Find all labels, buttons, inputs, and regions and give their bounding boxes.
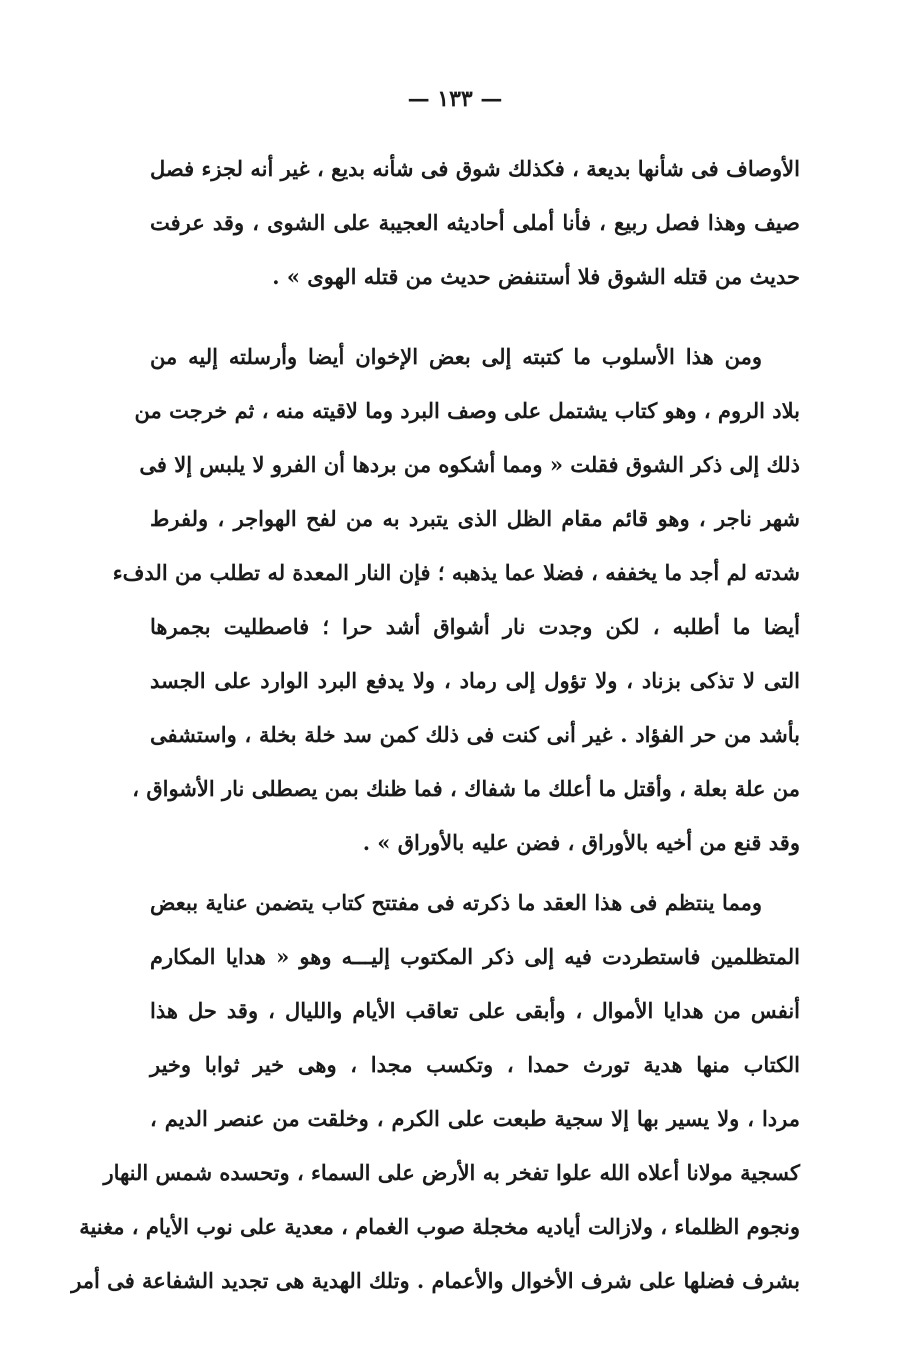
text-line: التى لا تذكى بزناد ، ولا تؤول إلى رماد ، ولا يدفع البرد الوارد على الجسد <box>150 668 800 693</box>
text-line: صيف وهذا فصل ربيع ، فأنا أملى أحاديثه العجيبة على الشوى ، وقد عرفت <box>150 210 800 235</box>
text-line: أنفس من هدايا الأموال ، وأبقى على تعاقب الأيام والليال ، وقد حل هذا <box>150 998 800 1023</box>
text-line: كسجية مولانا أعلاه الله علوا تفخر به الأرض على السماء ، وتحسده شمس النهار <box>103 1160 800 1185</box>
text-line: مردا ، ولا يسير بها إلا سجية طبعت على الكرم ، وخلقت من عنصر الديم ، <box>150 1106 800 1131</box>
text-line: بأشد من حر الفؤاد . غير أنى كنت فى ذلك كمن سد خلة بخلة ، واستشفى <box>150 722 800 747</box>
text-line: أيضا ما أطلبه ، لكن وجدت نار أشواق أشد حرا ؛ فاصطليت بجمرها <box>150 614 800 639</box>
paragraph-2 <box>112 330 800 870</box>
text-line: حديث من قتله الشوق فلا أستنفض حديث من قتله الهوى » . <box>272 264 800 289</box>
text-line: ومما ينتظم فى هذا العقد ما ذكرته فى مفتتح كتاب يتضمن عناية ببعض <box>150 890 762 915</box>
text-line: شهر ناجر ، وهو قائم مقام الظل الذى يتبرد به من لفح الهواجر ، ولفرط <box>150 506 800 531</box>
paragraph-3 <box>71 876 800 1308</box>
text-line: من علة بعلة ، وأقتل ما أعلك ما شفاك ، فما ظنك بمن يصطلى نار الأشواق ، <box>132 776 800 801</box>
text-line: ومن هذا الأسلوب ما كتبته إلى بعض الإخوان أيضا وأرسلته إليه من <box>150 344 762 369</box>
text-line: ذلك إلى ذكر الشوق فقلت « ومما أشكوه من بردها أن الفرو لا يلبس إلا فى <box>139 452 800 477</box>
text-line: وقد قنع من أخيه بالأوراق ، فضن عليه بالأوراق » . <box>362 830 800 855</box>
text-line: المتظلمين فاستطردت فيه إلى ذكر المكتوب إليـــه وهو « هدايا المكارم <box>150 944 800 969</box>
text-line: شدته لم أجد ما يخففه ، فضلا عما يذهبه ؛ فإن النار المعدة له تطلب من الدفء <box>112 560 800 585</box>
text-line: بشرف فضلها على شرف الأخوال والأعمام . وتلك الهدية هى تجديد الشفاعة فى أمر <box>71 1268 800 1293</box>
page-number: — ١٣٣ — <box>407 86 503 112</box>
text-line: بلاد الروم ، وهو كتاب يشتمل على وصف البرد وما لاقيته منه ، ثم خرجت من <box>134 398 800 423</box>
text-line: الكتاب منها هدية تورث حمدا ، وتكسب مجدا ، وهى خير ثوابا وخير <box>150 1052 800 1077</box>
paragraph-1 <box>150 142 800 304</box>
text-line: ونجوم الظلماء ، ولازالت أياديه مخجلة صوب الغمام ، معدية على نوب الأيام ، مغنية <box>79 1214 800 1239</box>
text-line: الأوصاف فى شأنها بديعة ، فكذلك شوق فى شأنه بديع ، غير أنه لجزء فصل <box>150 156 800 181</box>
